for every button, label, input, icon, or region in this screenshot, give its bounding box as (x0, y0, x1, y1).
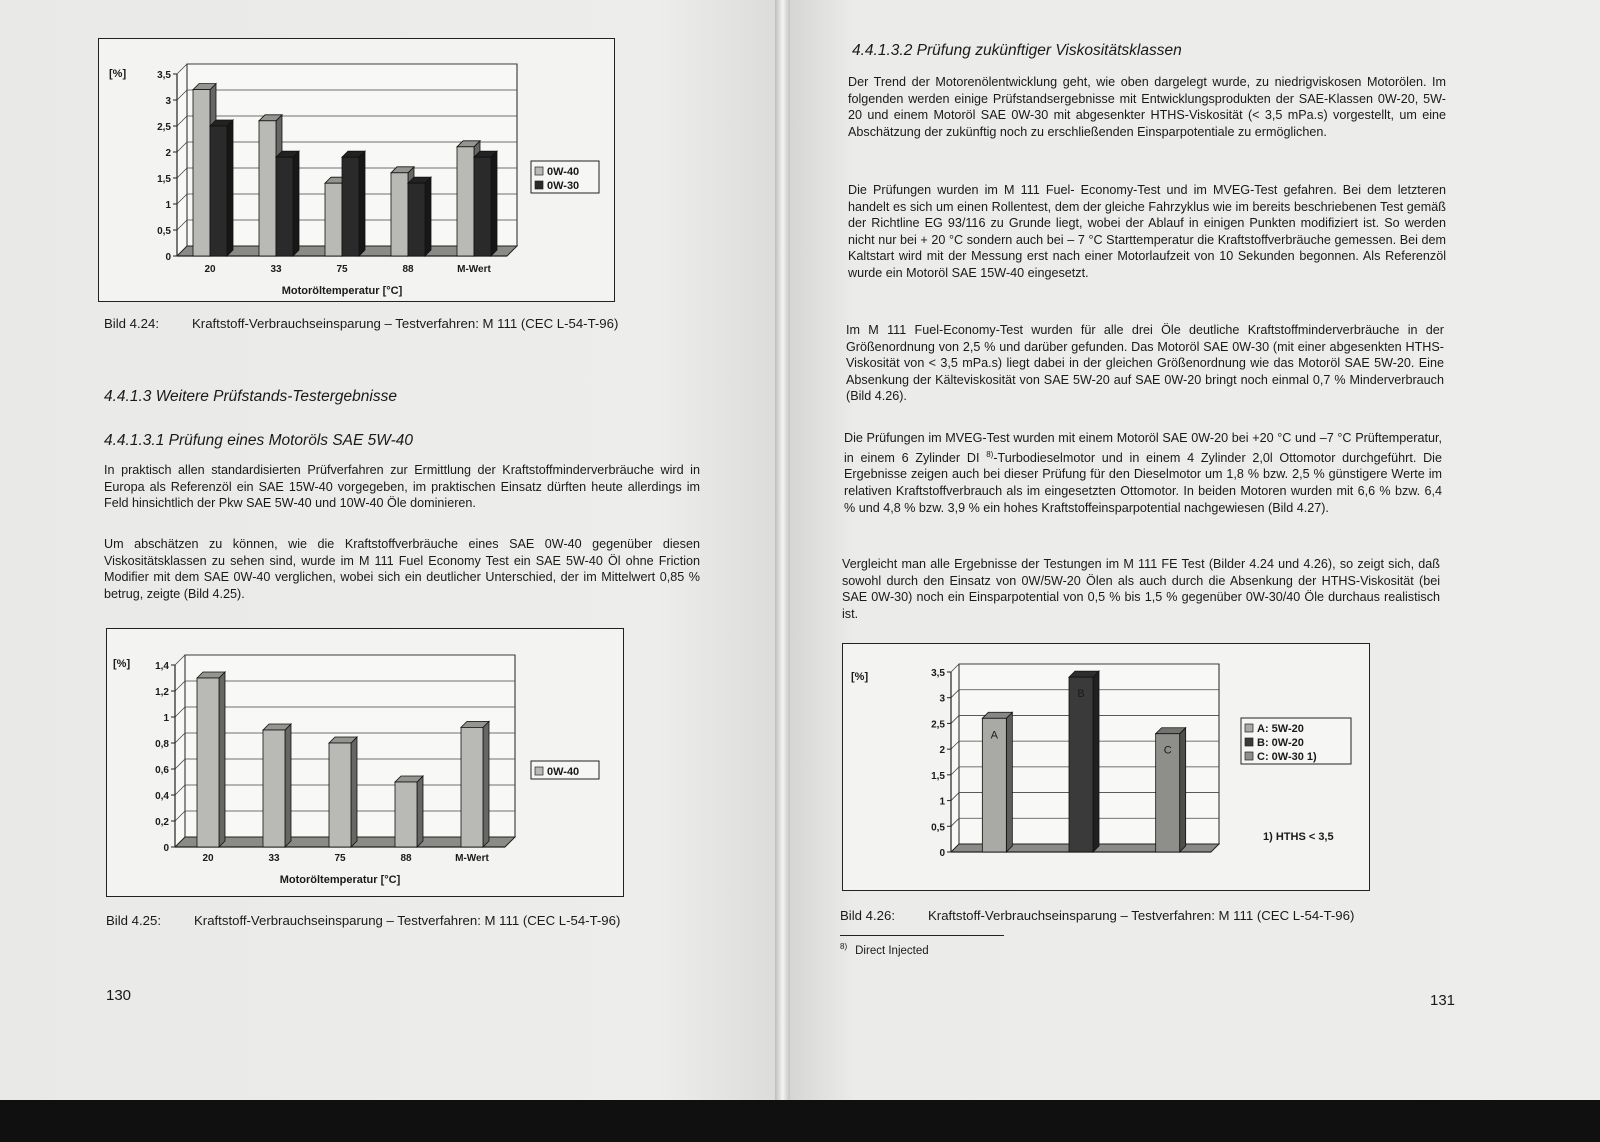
y-tick-label: 0,4 (155, 791, 169, 802)
y-tick-label: 1 (163, 713, 169, 724)
paragraph (844, 430, 1442, 516)
y-tick-label: 1,4 (155, 661, 169, 672)
bar (263, 730, 285, 847)
footnote-text: Direct Injected (855, 944, 929, 957)
bar-side (1093, 671, 1099, 852)
bar-side (1180, 728, 1186, 852)
left-page (0, 0, 775, 1100)
chart-bild-4-26-plot (843, 644, 1369, 890)
paragraph: Um abschätzen zu können, wie die Kraftstoffverbräuche eines SAE 0W-40 gegenüber diesen Viskositätsklassen zu sehen sind, wurde im M 111 Fuel Economy Test ein SAE 5W-40 Öl ohne Friction Modifier mit dem SAE 0W-40 verglichen, wobei sich ein deutlicher Unterschied, der im Mittelwert 0,85 % betrug, zeigte (Bild 4.25). (104, 537, 700, 601)
bar-side (293, 151, 299, 256)
bar (197, 678, 219, 847)
paragraph: Vergleicht man alle Ergebnisse der Testungen im M 111 FE Test (Bilder 4.24 und 4.26), so zeigt sich, daß sowohl durch den Einsatz von 0W/5W-20 Ölen als auch durch die Absenkung der HTHS-Viskosität (bei SAE 0W-30) noch ein Einsparpotential von 0,5 % bis 1,5 % gegenüber 0W-30/40 Öle durchaus realistisch ist. (842, 557, 1440, 621)
bar-side (351, 737, 357, 847)
axis-unit-label: [%] (851, 671, 869, 683)
y-tick-label: 1,5 (157, 174, 171, 185)
legend-swatch (1245, 738, 1253, 746)
legend-label: B: 0W-20 (1257, 737, 1304, 749)
bar-side (285, 724, 291, 847)
y-tick-label: 2 (939, 745, 945, 757)
chart-bild-4-25 (106, 628, 624, 897)
y-tick-label: 1,5 (931, 770, 945, 782)
axis-unit-label: [%] (113, 658, 131, 670)
chart-bild-4-26 (842, 643, 1370, 891)
bar (391, 173, 408, 256)
legend-swatch (1245, 752, 1253, 760)
x-tick-label: 75 (336, 264, 348, 275)
chart-bild-4-24-plot (99, 39, 614, 301)
bar-side (1006, 712, 1012, 852)
legend-label: 0W-40 (547, 766, 580, 778)
legend-label: 0W-30 (547, 180, 580, 192)
chart-note: 1) HTHS < 3,5 (1263, 831, 1334, 843)
y-tick-label: 0,8 (155, 739, 169, 750)
caption-text: Kraftstoff-Verbrauchseinsparung – Testverfahren: M 111 (CEC L-54-T-96) (928, 908, 1355, 923)
x-tick-label: M-Wert (455, 853, 489, 864)
chart-bild-4-24 (98, 38, 615, 302)
footnote-rule (840, 935, 1004, 936)
x-tick-label: 20 (204, 264, 216, 275)
y-tick-label: 0 (163, 843, 169, 854)
x-tick-label: 20 (202, 853, 214, 864)
bar-data-label: B (1077, 688, 1085, 701)
heading: 4.4.1.3.2 Prüfung zukünftiger Viskositätsklassen (852, 42, 1182, 59)
bar (461, 727, 483, 847)
bar-side (483, 721, 489, 847)
scan-border (0, 1100, 1600, 1142)
paragraph-text: Die Prüfungen im MVEG-Test wurden mit einem Motoröl SAE 0W-20 bei +20 °C und –7 °C Prüftemperatur, in einem 6 Zylinder DI (844, 431, 1442, 465)
paragraph: In praktisch allen standardisierten Prüfverfahren zur Ermittlung der Kraftstoffminderverbräuche wird in Europa als Referenzöl ein SAE 15W-40 vorgegeben, im praktischen Einsatz dürften heute allerdings im Feld hinsichtlich der Pkw SAE 5W-40 und 10W-40 Öle dominieren. (104, 463, 700, 511)
y-tick-label: 0,5 (157, 226, 171, 237)
y-tick-label: 3,5 (931, 668, 945, 679)
legend-swatch (1245, 724, 1253, 732)
y-tick-label: 0 (939, 848, 945, 859)
book-gutter (775, 0, 790, 1100)
legend-label: C: 0W-30 1) (1257, 751, 1317, 763)
legend-swatch (535, 181, 543, 189)
bar (395, 782, 417, 847)
caption-bild-4-26 (840, 908, 1354, 923)
bar (325, 183, 342, 256)
right-page (790, 0, 1600, 1100)
y-tick-label: 1 (165, 200, 171, 211)
bar-side (227, 120, 233, 256)
paragraph: Der Trend der Motorenölentwicklung geht, wie oben dargelegt wurde, zu niedrigviskosen Motorölen. Im folgenden werden einige Prüfstandsergebnisse mit Entwicklungsprodukten der SAE-Klassen 0W-20, 5W-20 und einem Motoröl SAE 0W-30 mit abgesenkter HTHS-Viskosität (< 3,5 mPa.s) vorgestellt, um eine Abschätzung der zukünftig noch zu erschließenden Einsparpotentiale zu ermöglichen. (848, 75, 1446, 139)
caption-number: Bild 4.24: (104, 316, 159, 331)
bar (408, 183, 425, 256)
footnote-mark: 8) (840, 942, 848, 951)
page-number: 130 (106, 987, 132, 1004)
bar-data-label: C (1163, 744, 1172, 757)
page-number: 131 (1430, 992, 1456, 1009)
paragraph-text: -Turbodieselmotor und in einem 4 Zylinder 2,0l Ottomotor durchgeführt. Die Ergebnisse zeigen auch bei dieser Prüfung für den Dieselmotor um 1,8 % bzw. 2,5 % günstigere Werte im relativen Kraftstoffverbrauch als im eingesetzten Ottomotor. In beiden Motoren wurden mit 6,6 % bzw. 6,4 % und 4,8 % bzw. 3,9 % ein hohes Kraftstoffeinsparpotential nachgewiesen (Bild 4.27). (844, 450, 1442, 515)
y-tick-label: 2 (165, 148, 171, 159)
caption-bild-4-24 (104, 316, 618, 331)
bar-side (425, 177, 431, 256)
y-tick-label: 0,5 (931, 822, 945, 834)
bar-side (359, 151, 365, 256)
bar-data-label: A (990, 729, 999, 742)
caption-number: Bild 4.26: (840, 908, 895, 923)
legend-label: 0W-40 (547, 166, 580, 178)
legend-label: A: 5W-20 (1257, 723, 1304, 735)
bar (329, 743, 351, 847)
y-tick-label: 3 (939, 693, 945, 705)
footnote (840, 942, 929, 957)
bar (474, 157, 491, 256)
paragraph: Die Prüfungen wurden im M 111 Fuel- Economy-Test und im MVEG-Test gefahren. Bei dem letzteren handelt es sich um einen Rollentest, dem der gleiche Fahrzyklus wie im bereits beschriebenen Test gemäß der Richtline EG 93/116 zu Grunde liegt, wobei der Ablauf in einigen Punkten modifiziert ist. So werden nicht nur bei + 20 °C sondern auch bei – 7 °C Starttemperatur die Kraftstoffverbräuche gemessen. Bei dem Kaltstart wird mit der Messung erst nach einer Motorlaufzeit von 10 Sekunden begonnen. Als Referenzöl wurde ein Motoröl SAE 15W-40 eingesetzt. (848, 183, 1446, 280)
y-tick-label: 0,2 (155, 817, 169, 828)
bar (342, 157, 359, 256)
section-heading: 4.4.1.3 Weitere Prüfstands-Testergebnisse (104, 388, 397, 405)
y-tick-label: 3,5 (157, 70, 171, 81)
y-tick-label: 3 (165, 96, 171, 107)
y-tick-label: 1,2 (155, 687, 169, 698)
chart-bild-4-25-plot (107, 629, 623, 896)
bar-side (491, 151, 497, 256)
bar (276, 157, 293, 256)
caption-text: Kraftstoff-Verbrauchseinsparung – Testverfahren: M 111 (CEC L-54-T-96) (194, 913, 621, 928)
legend-swatch (535, 767, 543, 775)
y-tick-label: 0 (165, 252, 171, 263)
footnote-ref: 8) (986, 449, 994, 459)
bar (457, 147, 474, 256)
bar-side (219, 672, 225, 847)
bar (210, 126, 227, 256)
subsection-heading: 4.4.1.3.1 Prüfung eines Motoröls SAE 5W-40 (104, 432, 414, 449)
x-axis-title: Motoröltemperatur [°C] (279, 874, 401, 886)
x-tick-label: 33 (268, 853, 280, 864)
paragraph: Im M 111 Fuel-Economy-Test wurden für alle drei Öle deutliche Kraftstoffminderverbräuche in der Größenordnung von 2,5 % und darüber gefunden. Das Motoröl SAE 0W-30 (mit einer abgesenkten HTHS-Viskosität von < 3,5 mPa.s) liegt dabei in der gleichen Größenordnung wie das Motoröl SAE 5W-20. Eine Absenkung der Kälteviskosität von SAE 5W-20 auf SAE 0W-20 bringt noch einmal 0,7 % Minderverbrauch (Bild 4.26). (846, 323, 1444, 404)
x-tick-label: 88 (400, 853, 412, 864)
axis-unit-label: [%] (109, 68, 127, 80)
y-tick-label: 0,6 (155, 765, 169, 776)
x-tick-label: 75 (334, 853, 346, 864)
caption-text: Kraftstoff-Verbrauchseinsparung – Testverfahren: M 111 (CEC L-54-T-96) (192, 316, 619, 331)
x-tick-label: 33 (270, 264, 282, 275)
caption-number: Bild 4.25: (106, 913, 161, 928)
legend-swatch (535, 167, 543, 175)
y-tick-label: 1 (939, 796, 945, 808)
y-tick-label: 2,5 (931, 719, 945, 731)
bar (1069, 677, 1093, 852)
x-tick-label: 88 (402, 264, 414, 275)
caption-bild-4-25 (106, 913, 620, 928)
x-tick-label: M-Wert (457, 264, 491, 275)
bar (193, 90, 210, 256)
x-axis-title: Motoröltemperatur [°C] (281, 285, 403, 297)
bar (259, 121, 276, 256)
bar-side (417, 776, 423, 847)
y-tick-label: 2,5 (157, 122, 171, 133)
